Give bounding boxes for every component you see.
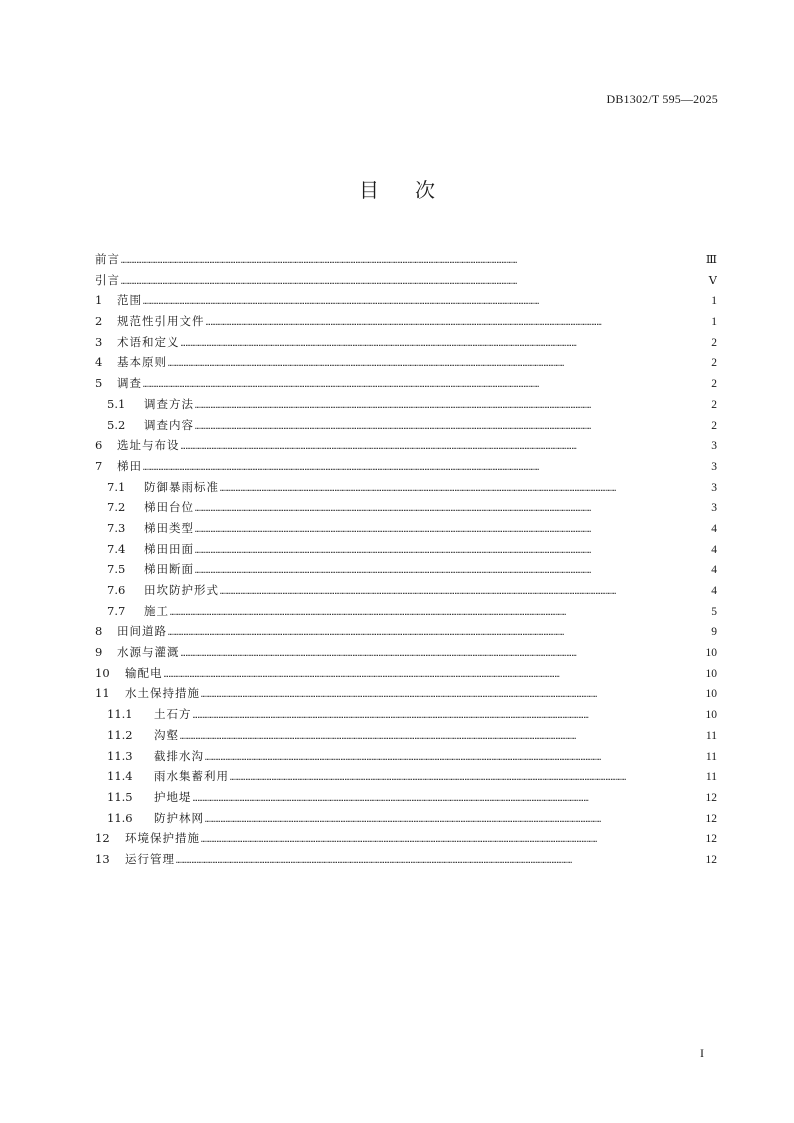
toc-entry[interactable] bbox=[95, 561, 717, 582]
toc-entry-label: 梯田 bbox=[117, 458, 142, 473]
toc-leader-dots bbox=[206, 318, 710, 327]
toc-entry-label: 沟壑 bbox=[154, 727, 179, 742]
toc-entry-number: 13 bbox=[95, 851, 110, 866]
toc-entry[interactable] bbox=[95, 830, 717, 851]
toc-entry-number: 7.6 bbox=[107, 583, 126, 597]
toc-leader-dots bbox=[168, 628, 709, 637]
table-of-contents bbox=[95, 251, 717, 872]
toc-entry-label: 防御暴雨标准 bbox=[144, 479, 219, 494]
toc-leader-dots bbox=[193, 794, 704, 803]
toc-entry-label: 规范性引用文件 bbox=[117, 314, 205, 329]
toc-leader-dots bbox=[181, 339, 710, 348]
toc-entry-label: 输配电 bbox=[125, 665, 163, 680]
toc-entry-label: 施工 bbox=[144, 603, 169, 618]
toc-entry-label: 土石方 bbox=[154, 707, 192, 722]
toc-leader-dots bbox=[143, 380, 709, 389]
toc-entry-label: 环境保护措施 bbox=[125, 831, 200, 846]
toc-entry-page: 10 bbox=[705, 647, 717, 660]
toc-entry-label: 防护林网 bbox=[154, 810, 204, 825]
toc-leader-dots bbox=[168, 359, 709, 368]
toc-entry[interactable] bbox=[95, 665, 717, 686]
toc-entry-page: 4 bbox=[711, 585, 717, 597]
toc-leader-dots bbox=[170, 608, 709, 617]
toc-entry[interactable] bbox=[95, 520, 717, 541]
toc-entry[interactable] bbox=[95, 292, 717, 313]
toc-entry-label: 运行管理 bbox=[125, 851, 175, 866]
toc-leader-dots bbox=[121, 256, 704, 265]
toc-entry-number: 11.4 bbox=[107, 769, 133, 784]
toc-entry-page: 3 bbox=[711, 460, 717, 473]
toc-entry-number: 8 bbox=[95, 624, 103, 639]
toc-leader-dots bbox=[220, 587, 709, 596]
toc-entry-page: 2 bbox=[711, 357, 717, 370]
toc-entry-label: 田坎防护形式 bbox=[144, 583, 219, 597]
toc-entry-number: 12 bbox=[95, 831, 110, 846]
toc-leader-dots bbox=[121, 277, 707, 286]
toc-entry-number: 9 bbox=[95, 645, 103, 660]
toc-entry-number: 11 bbox=[95, 686, 110, 701]
toc-entry-number: 4 bbox=[95, 355, 103, 370]
toc-entry-number: 7.4 bbox=[107, 541, 126, 556]
toc-entry-number: 5 bbox=[95, 376, 103, 391]
toc-entry-number: 11.1 bbox=[107, 707, 133, 722]
toc-leader-dots bbox=[195, 401, 709, 410]
toc-entry[interactable] bbox=[95, 334, 717, 355]
toc-entry[interactable] bbox=[95, 375, 717, 396]
toc-entry-page: 2 bbox=[711, 398, 717, 411]
toc-entry-page: 1 bbox=[711, 295, 717, 308]
toc-entry-page: 12 bbox=[705, 833, 717, 846]
toc-entry-page: 11 bbox=[705, 750, 717, 763]
toc-leader-dots bbox=[201, 690, 704, 699]
toc-entry[interactable] bbox=[95, 251, 717, 272]
toc-leader-dots bbox=[195, 504, 709, 513]
toc-entry-label: 雨水集蓄利用 bbox=[154, 769, 229, 784]
toc-leader-dots bbox=[193, 711, 704, 720]
toc-entry-page: 5 bbox=[711, 605, 717, 618]
document-code: DB1302/T 595—2025 bbox=[606, 92, 718, 106]
toc-entry-number: 10 bbox=[95, 665, 110, 680]
toc-entry-page: Ⅴ bbox=[708, 274, 717, 287]
toc-entry[interactable] bbox=[95, 313, 717, 334]
toc-entry-number: 7.7 bbox=[107, 603, 126, 618]
toc-entry[interactable] bbox=[95, 603, 717, 624]
toc-leader-dots bbox=[205, 753, 704, 762]
toc-entry-label: 调查内容 bbox=[144, 417, 194, 432]
toc-entry-label: 梯田田面 bbox=[144, 541, 194, 556]
toc-entry-page: 4 bbox=[711, 564, 717, 577]
toc-entry-page: 3 bbox=[711, 502, 717, 515]
toc-leader-dots bbox=[230, 773, 704, 782]
toc-entry-label: 基本原则 bbox=[117, 355, 167, 370]
toc-entry-label: 范围 bbox=[117, 293, 142, 308]
toc-entry-number: 2 bbox=[95, 314, 103, 329]
toc-entry-page: 1 bbox=[711, 316, 717, 329]
page-title: 目次 bbox=[359, 178, 471, 202]
toc-leader-dots bbox=[143, 463, 709, 472]
toc-entry-page: 12 bbox=[705, 853, 717, 866]
toc-entry[interactable] bbox=[95, 541, 717, 562]
toc-entry-page: 2 bbox=[711, 336, 717, 349]
toc-leader-dots bbox=[201, 835, 704, 844]
toc-entry-page: Ⅲ bbox=[705, 254, 717, 266]
toc-entry[interactable] bbox=[95, 458, 717, 479]
toc-entry-page: 10 bbox=[705, 667, 717, 680]
toc-entry[interactable] bbox=[95, 727, 717, 748]
toc-entry-number: 11.5 bbox=[107, 789, 133, 804]
toc-entry[interactable] bbox=[95, 768, 717, 789]
toc-entry[interactable] bbox=[95, 748, 717, 769]
toc-leader-dots bbox=[164, 670, 704, 679]
toc-entry-label: 水土保持措施 bbox=[125, 686, 200, 701]
toc-entry-page: 3 bbox=[711, 440, 717, 453]
toc-entry-label: 前言 bbox=[95, 252, 120, 266]
toc-leader-dots bbox=[143, 297, 709, 306]
toc-entry-label: 调查方法 bbox=[144, 396, 194, 411]
toc-entry-number: 11.3 bbox=[107, 748, 133, 763]
toc-leader-dots bbox=[195, 566, 709, 575]
toc-leader-dots bbox=[195, 525, 709, 534]
toc-entry[interactable] bbox=[95, 479, 717, 500]
toc-entry[interactable] bbox=[95, 789, 717, 810]
toc-entry[interactable] bbox=[95, 644, 717, 665]
toc-leader-dots bbox=[195, 422, 709, 431]
toc-leader-dots bbox=[220, 484, 709, 493]
toc-entry[interactable] bbox=[95, 706, 717, 727]
toc-entry-page: 2 bbox=[711, 378, 717, 391]
toc-entry-number: 7.2 bbox=[107, 500, 126, 515]
toc-entry-label: 梯田台位 bbox=[144, 500, 194, 515]
toc-entry-label: 引言 bbox=[95, 272, 120, 287]
toc-entry[interactable] bbox=[95, 810, 717, 831]
toc-leader-dots bbox=[195, 546, 709, 555]
toc-entry[interactable] bbox=[95, 396, 717, 417]
toc-entry[interactable] bbox=[95, 499, 717, 520]
toc-leader-dots bbox=[180, 732, 704, 741]
toc-leader-dots bbox=[181, 442, 710, 451]
toc-entry-number: 1 bbox=[95, 293, 103, 308]
toc-entry-page: 3 bbox=[711, 481, 717, 494]
page-number: I bbox=[700, 1046, 704, 1060]
toc-entry-label: 选址与布设 bbox=[117, 438, 180, 453]
toc-entry-label: 截排水沟 bbox=[154, 748, 204, 763]
toc-entry-number: 6 bbox=[95, 438, 103, 453]
toc-entry-number: 7.5 bbox=[107, 562, 126, 577]
toc-entry[interactable] bbox=[95, 437, 717, 458]
toc-entry-label: 调查 bbox=[117, 376, 142, 391]
toc-entry-number: 3 bbox=[95, 334, 103, 349]
toc-entry-page: 2 bbox=[711, 419, 717, 432]
toc-entry-page: 11 bbox=[705, 771, 717, 784]
toc-entry-number: 7.1 bbox=[107, 479, 126, 494]
toc-entry-page: 10 bbox=[705, 709, 717, 722]
toc-entry[interactable] bbox=[95, 582, 717, 603]
toc-entry-page: 12 bbox=[705, 791, 717, 804]
toc-leader-dots bbox=[176, 856, 704, 865]
toc-entry[interactable] bbox=[95, 417, 717, 438]
toc-entry-label: 护地堤 bbox=[154, 789, 192, 804]
toc-entry-label: 术语和定义 bbox=[117, 334, 180, 349]
toc-entry-number: 7 bbox=[95, 458, 103, 473]
toc-entry[interactable] bbox=[95, 685, 717, 706]
toc-entry-number: 11.6 bbox=[107, 810, 133, 825]
toc-entry-page: 4 bbox=[711, 543, 717, 556]
toc-entry-number: 7.3 bbox=[107, 520, 126, 535]
toc-entry[interactable] bbox=[95, 354, 717, 375]
toc-entry[interactable] bbox=[95, 851, 717, 872]
toc-entry[interactable] bbox=[95, 272, 717, 293]
toc-entry-page: 11 bbox=[705, 729, 717, 742]
toc-leader-dots bbox=[181, 649, 704, 658]
toc-entry-page: 9 bbox=[711, 626, 717, 639]
toc-entry-label: 梯田类型 bbox=[144, 520, 194, 535]
toc-entry-label: 梯田断面 bbox=[144, 562, 194, 577]
toc-entry-number: 11.2 bbox=[107, 727, 133, 742]
toc-entry[interactable] bbox=[95, 623, 717, 644]
toc-entry-page: 12 bbox=[705, 812, 717, 825]
toc-entry-page: 10 bbox=[705, 688, 717, 701]
toc-entry-number: 5.1 bbox=[107, 396, 126, 411]
toc-entry-label: 水源与灌溉 bbox=[117, 645, 180, 660]
toc-entry-page: 4 bbox=[711, 522, 717, 535]
toc-entry-number: 5.2 bbox=[107, 417, 126, 432]
toc-entry-label: 田间道路 bbox=[117, 624, 167, 639]
toc-leader-dots bbox=[205, 815, 704, 824]
